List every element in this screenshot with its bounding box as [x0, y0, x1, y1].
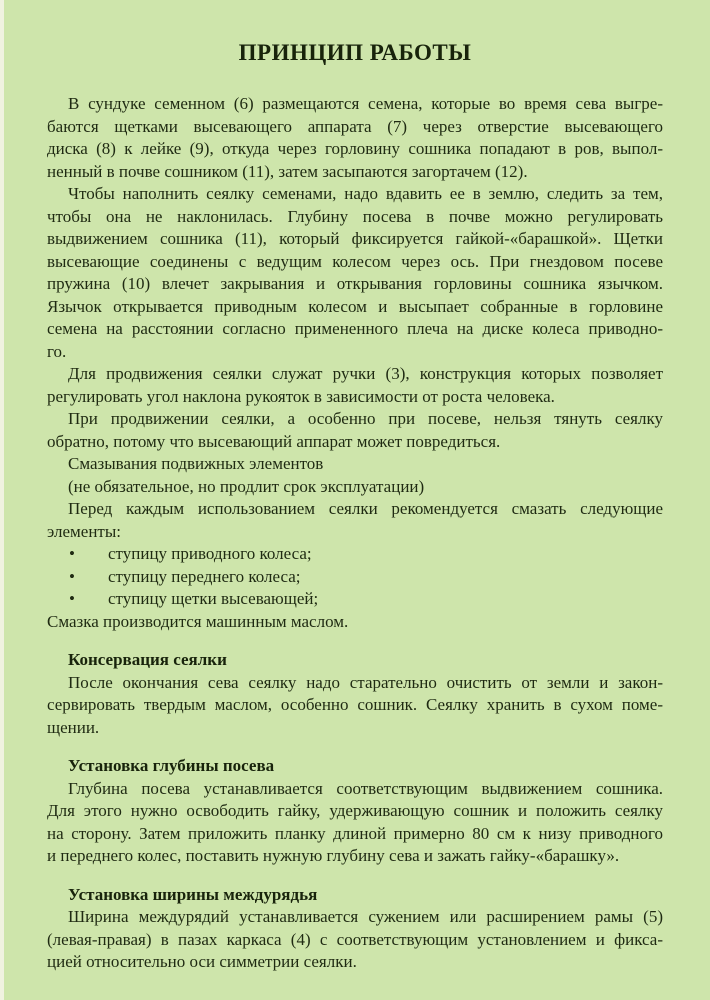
text-line: Смазывания подвижных элементов [68, 454, 324, 473]
text-line: Для продвижения сеялки служат ручки (3), конструкция которых позволяет [68, 364, 663, 383]
bullet-list [47, 543, 663, 611]
text-line: пружина (10) влечет закрывания и открывания горловины сошника язычком. [47, 274, 663, 293]
text-line: го. [47, 341, 67, 361]
text-line: щении. [47, 717, 100, 737]
text-line: высевающие соединены с ведущим колесом через ось. При гнездовом посеве [47, 251, 663, 271]
text-line: После окончания сева сеялку надо старательно очистить от земли и закон- [68, 672, 663, 692]
text-line: выдвижением сошника (11), который фиксируется гайкой-«барашкой». Щетки [47, 229, 663, 248]
paragraph [47, 363, 663, 408]
bullet-item [47, 543, 663, 566]
paragraph [47, 93, 663, 183]
page-title: ПРИНЦИП РАБОТЫ [238, 40, 472, 65]
section-heading: Консервация сеялки [68, 650, 227, 669]
section-heading: Установка глубины посева [68, 756, 275, 775]
text-line: ненный в почве сошником (11), затем засыпаются загортачем (12). [47, 161, 528, 181]
paragraph [47, 906, 663, 974]
paragraph [47, 498, 663, 543]
bullet-item-label: ступицу приводного колеса; [108, 544, 312, 563]
text-line: семена на расстоянии согласно примененного плеча на диске колеса приводно- [47, 319, 663, 338]
text-line: Язычок открывается приводным колесом и высыпает собранные в горловине [47, 296, 663, 316]
text-line: Смазка производится машинным маслом. [47, 611, 349, 631]
text-line: обратно, потому что высевающий аппарат может повредиться. [47, 431, 501, 451]
page-edge-strip [0, 0, 4, 1000]
text-line: диска (8) к лейке (9), откуда через горловину сошника попадают в ров, выпол- [47, 139, 663, 158]
text-line: Чтобы наполнить сеялку семенами, надо вдавить ее в землю, следить за тем, [68, 184, 663, 203]
paragraph [47, 672, 663, 740]
text-line: на сторону. Затем приложить планку длиной примерно 80 см к низу приводного [47, 823, 663, 843]
text-line: Глубина посева устанавливается соответствующим выдвижением сошника. [68, 778, 663, 798]
bullet-icon: • [69, 589, 75, 608]
text-line: элементы: [47, 521, 121, 541]
bullet-item-label: ступицу щетки высевающей; [108, 589, 319, 608]
bullet-icon: • [69, 566, 75, 586]
text-line: В сундуке семенном (6) размещаются семена, которые во время сева выгре- [68, 94, 663, 113]
text-line: сервировать твердым маслом, особенно сошник. Сеялку хранить в сухом поме- [47, 695, 663, 714]
text-line: (не обязательное, но продлит срок эксплуатации) [68, 476, 425, 496]
paragraph [47, 183, 663, 363]
document-page [47, 40, 663, 974]
text-line: Ширина междурядий устанавливается сужением или расширением рамы (5) [68, 907, 663, 926]
text-line: баются щетками высевающего аппарата (7) через отверстие высевающего [47, 116, 663, 136]
bullet-item [47, 566, 663, 589]
text-line: Перед каждым использованием сеялки рекомендуется смазать следующие [68, 499, 663, 518]
bullet-item-label: ступицу переднего колеса; [108, 566, 301, 586]
paragraph [47, 778, 663, 868]
paragraph [47, 476, 663, 499]
paragraph [47, 611, 663, 634]
bullet-item [47, 588, 663, 611]
text-line: При продвижении сеялки, а особенно при посеве, нельзя тянуть сеялку [68, 409, 663, 428]
section-heading: Установка ширины междурядья [68, 884, 318, 904]
text-line: регулировать угол наклона рукояток в зависимости от роста человека. [47, 386, 555, 406]
text-line: чтобы она не наклонилась. Глубину посева в почве можно регулировать [47, 206, 663, 226]
paragraph [47, 453, 663, 476]
document-body [47, 93, 663, 974]
text-line: и переднего колес, поставить нужную глубину сева и зажать гайку-«барашку». [47, 846, 620, 865]
bullet-icon: • [69, 544, 75, 563]
text-line: цией относительно оси симметрии сеялки. [47, 952, 357, 971]
text-line: (левая-правая) в пазах каркаса (4) с соответствующим установлением и фикса- [47, 929, 663, 949]
paragraph [47, 408, 663, 453]
text-line: Для этого нужно освободить гайку, удерживающую сошник и положить сеялку [47, 801, 663, 820]
